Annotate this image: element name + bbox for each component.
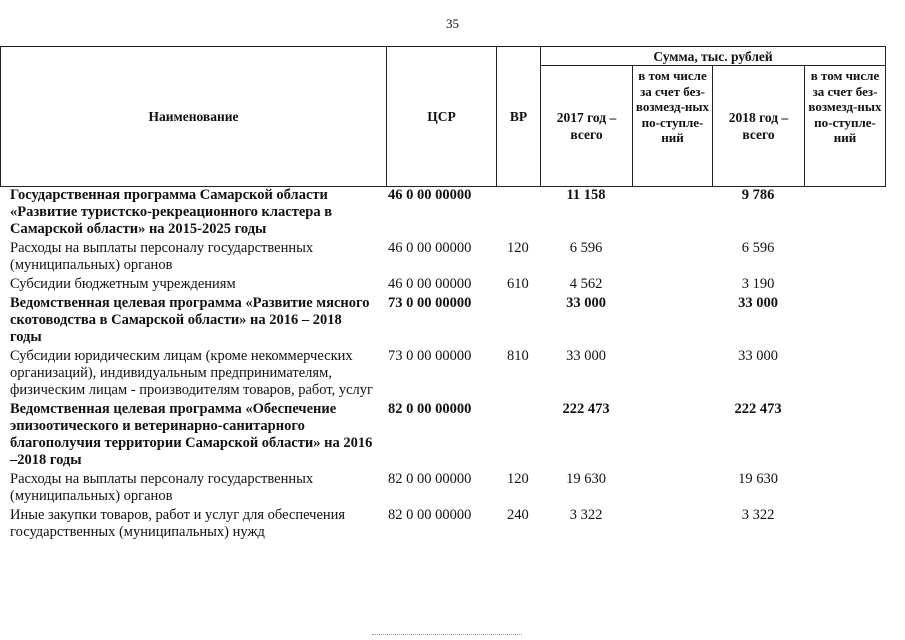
row-name: Ведомственная целевая программа «Обеспечение эпизоотического и ветеринарно-санитарного благополучия территории Самарской области» на 2016 –2018 годы bbox=[10, 401, 373, 468]
row-2017-total: 11 158 bbox=[566, 187, 606, 203]
row-2018-total: 33 000 bbox=[738, 295, 778, 311]
row-2017-free bbox=[632, 400, 712, 470]
row-vr bbox=[496, 186, 540, 239]
table-body bbox=[0, 186, 885, 542]
row-vr: 810 bbox=[507, 348, 529, 364]
row-csr: 73 0 00 00000 bbox=[388, 295, 472, 311]
row-csr: 73 0 00 00000 bbox=[388, 348, 472, 364]
row-2018-total: 222 473 bbox=[734, 401, 782, 417]
row-name: Государственная программа Самарской области «Развитие туристско-рекреационного кластера в Самарской области» на 2015-2025 годы bbox=[10, 187, 333, 237]
table-row bbox=[0, 400, 885, 470]
header-vr: ВР bbox=[497, 47, 541, 187]
row-name: Ведомственная целевая программа «Развитие мясного скотоводства в Самарской области» на 2016 – 2018 годы bbox=[10, 295, 370, 345]
row-csr: 82 0 00 00000 bbox=[388, 471, 472, 487]
row-2018-total: 3 190 bbox=[741, 276, 775, 292]
row-vr: 240 bbox=[507, 507, 529, 523]
row-2017-total: 19 630 bbox=[566, 471, 606, 487]
header-sum-group: Сумма, тыс. рублей bbox=[541, 47, 886, 66]
row-2017-free bbox=[632, 506, 712, 542]
row-2018-total: 3 322 bbox=[741, 507, 775, 523]
row-2017-free bbox=[632, 186, 712, 239]
table-row bbox=[0, 347, 885, 400]
row-2018-total: 19 630 bbox=[738, 471, 778, 487]
table-row bbox=[0, 239, 885, 275]
table-row bbox=[0, 294, 885, 347]
table-row bbox=[0, 470, 885, 506]
row-2018-free bbox=[804, 347, 885, 400]
table-header bbox=[0, 46, 886, 187]
row-vr: 610 bbox=[507, 276, 529, 292]
row-2018-free bbox=[804, 186, 885, 239]
row-2017-total: 3 322 bbox=[569, 507, 603, 523]
table-row bbox=[0, 506, 885, 542]
row-2018-free bbox=[804, 470, 885, 506]
page-number: 35 bbox=[446, 16, 459, 31]
row-2018-free bbox=[804, 506, 885, 542]
table-row bbox=[0, 186, 885, 239]
row-2017-total: 4 562 bbox=[569, 276, 603, 292]
row-2018-free bbox=[804, 239, 885, 275]
row-2017-total: 33 000 bbox=[566, 295, 606, 311]
scan-artifact bbox=[372, 634, 522, 637]
row-2017-total: 6 596 bbox=[569, 240, 603, 256]
row-2018-total: 33 000 bbox=[738, 348, 778, 364]
header-2017-total: 2017 год – всего bbox=[541, 66, 633, 187]
row-csr: 82 0 00 00000 bbox=[388, 507, 472, 523]
row-name: Субсидии бюджетным учреждениям bbox=[10, 276, 236, 292]
table-row bbox=[0, 275, 885, 294]
row-csr: 46 0 00 00000 bbox=[388, 240, 472, 256]
row-name: Иные закупки товаров, работ и услуг для обеспечения государственных (муниципальных) нужд bbox=[10, 507, 346, 540]
row-2017-free bbox=[632, 470, 712, 506]
row-name: Расходы на выплаты персоналу государственных (муниципальных) органов bbox=[10, 471, 314, 504]
row-2017-free bbox=[632, 275, 712, 294]
row-2018-total: 9 786 bbox=[741, 187, 775, 203]
row-name: Расходы на выплаты персоналу государственных (муниципальных) органов bbox=[10, 240, 314, 273]
header-2017-free: в том числе за счет без-возмезд-ных по-ступле-ний bbox=[633, 66, 713, 187]
row-2017-total: 222 473 bbox=[562, 401, 610, 417]
row-2017-free bbox=[632, 347, 712, 400]
row-2017-total: 33 000 bbox=[566, 348, 606, 364]
row-name: Субсидии юридическим лицам (кроме некоммерческих организаций), индивидуальным предпринимателям, физическим лицам - производителям товаров, работ, услуг bbox=[10, 348, 373, 398]
header-2018-total: 2018 год – всего bbox=[713, 66, 805, 187]
row-2018-free bbox=[804, 400, 885, 470]
header-csr: ЦСР bbox=[387, 47, 497, 187]
row-vr bbox=[496, 294, 540, 347]
row-2018-free bbox=[804, 294, 885, 347]
row-2018-free bbox=[804, 275, 885, 294]
row-vr bbox=[496, 400, 540, 470]
header-2018-free: в том числе за счет без-возмезд-ных по-ступле-ний bbox=[805, 66, 886, 187]
row-2017-free bbox=[632, 294, 712, 347]
row-vr: 120 bbox=[507, 471, 529, 487]
row-2017-free bbox=[632, 239, 712, 275]
row-csr: 46 0 00 00000 bbox=[388, 187, 472, 203]
row-csr: 82 0 00 00000 bbox=[388, 401, 472, 417]
row-vr: 120 bbox=[507, 240, 529, 256]
row-2018-total: 6 596 bbox=[741, 240, 775, 256]
row-csr: 46 0 00 00000 bbox=[388, 276, 472, 292]
header-name: Наименование bbox=[1, 47, 387, 187]
